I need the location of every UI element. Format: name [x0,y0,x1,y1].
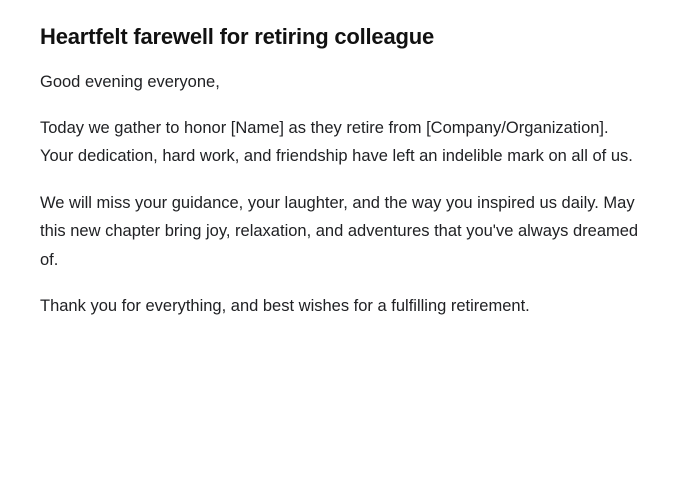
paragraph-greeting: Good evening everyone, [40,72,220,91]
paragraph-honor: Today we gather to honor [Name] as they retire from [Company/Organization]. Your dedication, hard work, and friendship have left an indelible mark on all of us. [40,119,633,166]
paragraph-miss-guidance: We will miss your guidance, your laughter, and the way you inspired us daily. May this new chapter bring joy, relaxation, and adventures that you've always dreamed of. [40,193,639,269]
page-title: Heartfelt farewell for retiring colleague [40,24,435,49]
paragraph-thank-you: Thank you for everything, and best wishes for a fulfilling retirement. [40,296,530,315]
